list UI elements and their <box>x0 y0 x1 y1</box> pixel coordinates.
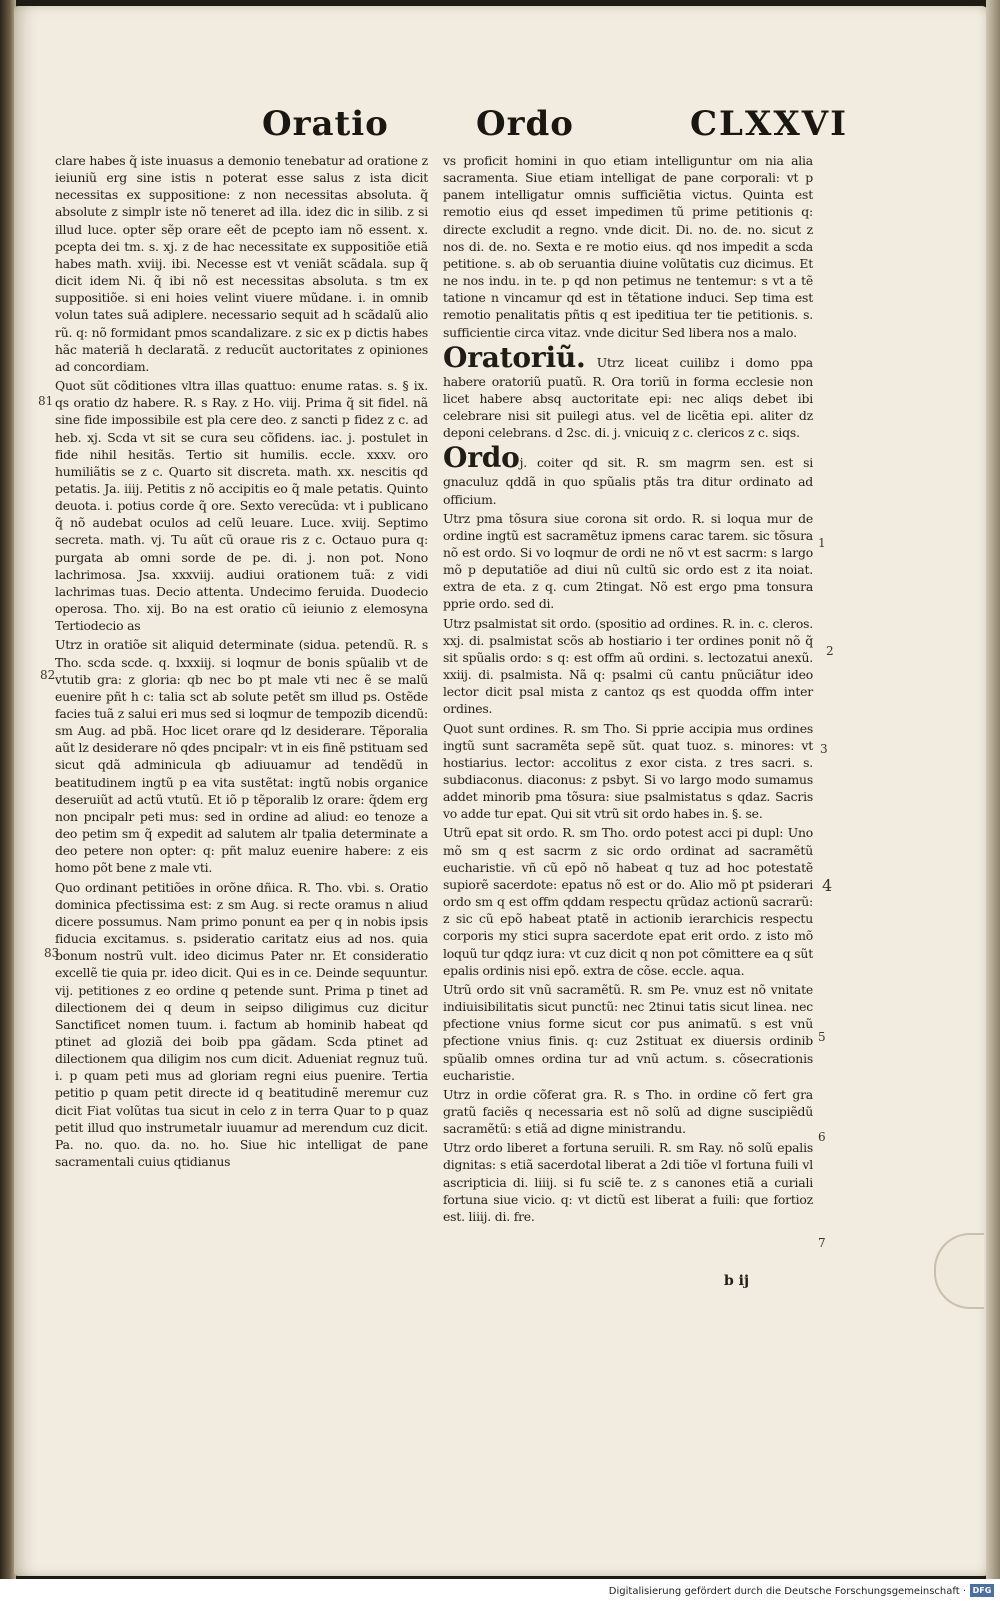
header-left-word: Oratio <box>262 104 389 144</box>
margin-number: 2 <box>826 644 834 658</box>
right-paragraph: Ordoj. coiter qd sit. R. sm magrm sen. est si gnaculuz qddã in quo spũalis ptãs tra ditur ordinato ad officium. <box>443 441 813 507</box>
margin-number: 83 <box>44 946 60 960</box>
right-paragraph: Utrũ epat sit ordo. R. sm Tho. ordo potest acci pi dupl: Uno mõ sm q est sacrm z sic ordo ordinat ad sacramẽtũ eucharistie. vñ cũ epõ nõ habeat q tuz ad hoc potestatẽ supiorẽ sacerdote: epatus nõ est or do. Alio mõ pt psiderari ordo sm q est offm qddam respectu qrũdaz actionũ sacrarũ: z sic cũ epõ habeat ptatẽ in actionib ierarchicis respectu corporis my stici supra sacerdote epat erit ordo. z isto mõ loquũ tur qdqz iura: vt cuz dicit q non pot cõmittere ea q sũt epalis ordinis nisi epõ. extra de cõse. eccle. aqua. <box>443 825 813 978</box>
margin-number: 82 <box>40 668 56 682</box>
left-paragraph: Utrz in oratiõe sit aliquid determinate (sidua. petendũ. R. s Tho. scda scde. q. lxxxiij. si loqmur de bonis spũalib vt de vtutib gra: z gloria: qb nec bo pt male vti nec ẽ se malũ euenire pñt h c: talia sct ab solute petẽt sm illud ps. Ostẽde facies tuã z salui eri mus sed si loqmur de tempozib dicendũ: sm Aug. ad pbã. Hoc licet orare qd lz desiderare. Tẽporalia aũt lz desiderare nõ qdes pncipalr: vt in eis finẽ pstituam sed sicut qdã adminicula qb adiuuamur ad tendẽdũ in beatitudinem ingtũ p ea vita sustẽtat: ingtũ nobis organice deseruiũt ad actũ vtutũ. Et iõ p tẽporalib lz orare: q̃dem erg non pncipalr peti mus: sed in ordine ad aliud: eo tenoze a deo petim sm q̃ expedit ad salutem alr tpalia determinate a deo petere non opter: q: pñt maluz euenire habere: z eis homo põt bene z male vti. <box>55 637 428 876</box>
right-paragraph: Utrz ordo liberet a fortuna seruili. R. sm Ray. nõ solũ epalis dignitas: s etiã sacerdotal liberat a 2di tiõe vl fortuna fuili vl ascripticia di. liiij. si fu sciẽ te. z s canones etiã a curiali fortuna siue vicio. q: vt dictũ est liberat a fuili: que fortioz est. liiij. di. fre. <box>443 1140 813 1224</box>
page-edge <box>986 0 1000 1580</box>
margin-number: 3 <box>820 742 828 756</box>
margin-number: 4 <box>822 876 833 895</box>
folio-number: CLXXVI <box>690 104 849 144</box>
margin-number: 5 <box>818 1030 826 1044</box>
footer-bar <box>0 1579 1000 1601</box>
heading-oratorium: Oratoriũ. <box>443 340 586 374</box>
margin-number: 1 <box>818 536 826 550</box>
right-paragraph: Utrz in ordie cõferat gra. R. s Tho. in ordine cõ fert gra gratũ faciẽs q necessaria est nõ solũ ad digne suscipiẽdũ sacramẽtũ: s etiã ad digne ministrandu. <box>443 1086 813 1137</box>
right-paragraph: Utrũ ordo sit vnũ sacramẽtũ. R. sm Pe. vnuz est nõ vnitate indiuisibilitatis sicut punctũ: nec 2tinui tatis sicut linea. nec pfectione vnius forme sicut cor pus animatũ. s est vnũ pfectione vnius finis. q: cuz 2stituat ex diuersis ordinib spũalib omnes ordina tur ad vnũ actum. s. cõsecrationis eucharistie. <box>443 981 813 1083</box>
right-paragraph: Oratoriũ. Utrz liceat cuilibz i domo ppa habere oratoriũ puatũ. R. Ora toriũ in forma ecclesie non licet habere absq auctoritate epi: nec aliqs debet ibi celebrare nisi sit puilegi atus. vel de licẽtia epi. aliter dz deponi celebrans. d 2sc. di. j. vnicuiq z c. clericos z c. siqs. <box>443 340 813 441</box>
margin-number: 6 <box>818 1130 826 1144</box>
right-paragraph: Utrz pma tõsura siue corona sit ordo. R. si loqua mur de ordine ingtũ est sacramẽtuz ipmens carac tarem. sic tõsura nõ est ordo. Si vo loqmur de ordi ne nõ vt est sacrm: s largo mõ p deputatiõe ad diui nũ cultũ sic ordo est z ita noiat. extra de eta. z q. cum 2tingat. Nõ est ergo pma tonsura pprie ordo. sed di. <box>443 510 813 612</box>
left-paragraph: clare habes q̃ iste inuasus a demonio tenebatur ad oratione z ieiuniũ erg sine istis n poterat esse salus z ista dicit necessitas ex suppositione: z non necessitas absoluta. q̃ absolute z simplr iste nõ teneret ad illa. idez dic in silib. z si illud luce. opter sẽp orare eẽt de pcepto iam nõ essent. x. pcepta dei tm. s. xj. z de hac necessitate ex suppositiõe etiã habes math. xviij. ibi. Necesse est vt veniãt scãdala. sup q̃ dicit idem Ni. q̃ ibi nõ est necessitas absoluta. s tm ex suppositiõe. si eni hoies velint viuere mũdane. i. in omnib volun tates suã adiplere. necessario sequit ad h scãdalũ alio rũ. q: nõ formidant pmos scandalizare. z sic ex p dictis habes hãc materiã h declaratã. z reducũt auctoritates z opiniones ad concordiam. <box>55 153 428 374</box>
margin-number: 81 <box>38 394 54 408</box>
footer-credit: Digitalisierung gefördert durch die Deutsche Forschungsgemeinschaft · <box>608 1586 966 1597</box>
left-text-column <box>55 152 428 1170</box>
left-paragraph: Quo ordinant petitiões in orõne dñica. R. Tho. vbi. s. Oratio dominica pfectissima est: z sm Aug. si recte oramus n aliud dicere possumus. Nam primo ponunt ea per q in nobis ipsis fiducia excitamus. s. psideratio caritatz eius ad nos. quia bonum nostrũ vult. ideo dicimus Pater nr. Et consideratio excellẽ tie quia pr. ideo dicit. Qui es in ce. Deinde sequuntur. vij. petitiones z eo ordine q petende sunt. Prima p tinet ad dilectionem dei q deum in seipso diligimus cuz dicitur Sanctificet nomen tuum. i. factum ab hominib habeat qd ptinet ad gloziã dei boib ppa gãdam. Scda ptinet ad dilectionem qua diligim nos cum dicit. Adueniat regnuz tuũ. i. p quam peti mus ad gloriam regni eius puenire. Tertia petitio p quam petit directe id q beatitudinẽ meremur cuz dicit Fiat volũtas tua sicut in celo z in terra Quar to p quaz petit illud quo instrumetalr iuuamur ad merendum cuz dicit. Pa. no. quo. da. no. ho. Siue hic intelligat de pane sacramentali cuius qtidianus <box>55 879 428 1170</box>
heading-ordo: Ordo <box>443 441 520 475</box>
dfg-logo: DFG <box>970 1584 994 1597</box>
right-paragraph: Quot sunt ordines. R. sm Tho. Si pprie accipia mus ordines ingtũ sunt sacramẽta sepẽ sũt. quat tuoz. s. minores: vt hostiarius. lector: accolitus z exor cista. z tres sacri. s. subdiaconus. diaconus: z psbyt. Si vo largo modo sumamus addet minorib pma tõsura: siue psalmistatus s qdaz. Sacris vo adde tur epat. Qui sit vtrũ sit ordo habes in. §. se. <box>443 720 813 822</box>
right-text-column <box>443 152 813 1225</box>
left-paragraph: Quot sũt cõditiones vltra illas quattuo: enume ratas. s. § ix. qs oratio dz habere. R. s Ray. z Ho. viij. Prima q̃ sit fidel. nã sine fide impossibile est pla cere deo. z sancti p fidez z c. ad heb. xj. Scda vt sit se cura seu cõfidens. iac. j. postulet in fide nihil hesitãs. Tertio sit humilis. eccle. xxxv. oro humiliãtis se z c. Quarto sit discreta. math. xx. nescitis qd petatis. Ja. iiij. Petitis z nõ accipitis eo q̃ male petatis. Quinto deuota. i. potius corde q̃ ore. Sexto verecũda: vt i publicano q̃ nõ audebat oculos ad celũ leuare. Luce. xviij. Septimo secreta. math. vj. Tu aũt cũ oraue ris z c. Octauo pura q: purgata ab omni sorde de pe. di. j. non pot. Nono lachrimosa. Jsa. xxxviij. audiui orationem tuã: z vidi lachrimas tuas. Decio attenta. Undecimo feruida. Duodecio operosa. Tho. xij. Bo na est oratio cũ ieiunio z elemosyna Tertiodecio as <box>55 378 428 634</box>
signature-mark: b ij <box>724 1273 750 1289</box>
margin-number: 7 <box>818 1236 826 1250</box>
right-paragraph: vs proficit homini in quo etiam intelliguntur om nia alia sacramenta. Siue etiam intelligat de pane corporali: vt p panem intelligatur omnis sufficiẽtia victus. Quinta est remotio eius qd esset impedimen tũ prime petitionis q: directe excludit a regno. vnde dicit. Di. no. de. no. sicut z nos di. de. no. Sexta e re motio eius. qd nos impedit a scda petitione. s. ab ob seruantia diuine volũtatis cuz dicimus. Et ne nos indu. in te. p qd non petimus ne tentemur: s vt a tẽ tatione n vincamur qd est in tẽtatione induci. Sep tima est remotio penalitatis pñtis q est ipeditiua ter tie petitionis. s. sufficientie circa vitaz. vnde dicitur Sed libera nos a malo. <box>443 153 813 340</box>
header-middle-word: Ordo <box>476 104 574 144</box>
right-paragraph: Utrz psalmistat sit ordo. (spositio ad ordines. R. in. c. cleros. xxj. di. psalmistat scõs ab hostiario i ter ordines ponit nõ q̃ sit spũalis ordo: s q: est offm aũ ordini. s. lectozatui anexũ. xxiij. di. psalmista. Nã q: psalmi cũ cantu pnũciãtur ideo lector dicit psal mista z cantoz qs est quodda offm inter ordines. <box>443 615 813 717</box>
